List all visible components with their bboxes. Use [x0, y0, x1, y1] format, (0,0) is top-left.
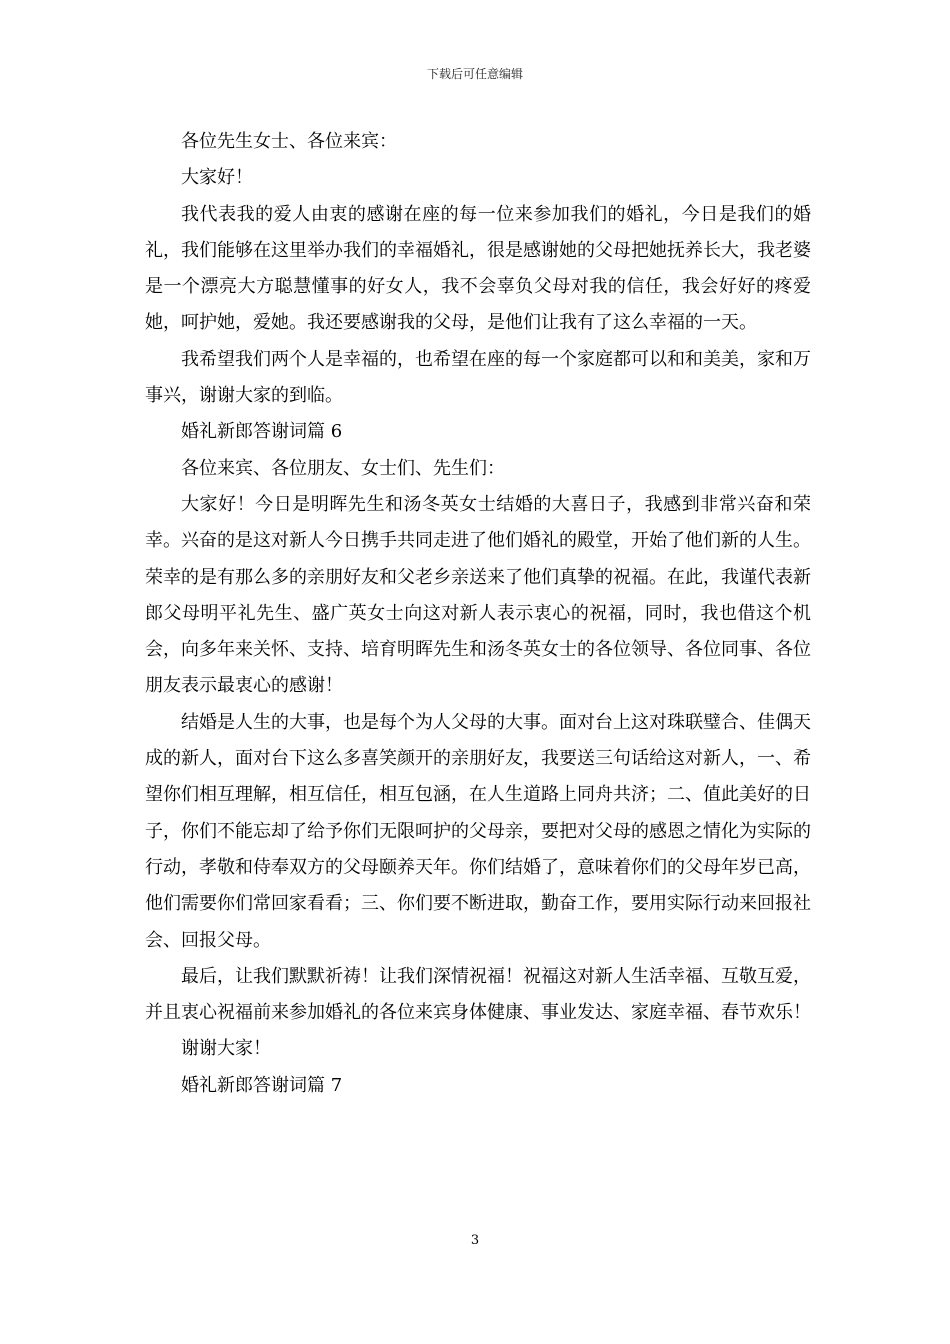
greeting: 大家好！: [181, 167, 253, 189]
body-paragraph: 结婚是人生的大事，也是每个为人父母的大事。面对台上这对珠联璧合、佳偶天成的新人，面对台下这么多喜笑颜开的亲朋好友，我要送三句话给这对新人，一、希望你们相互理解，相互信任，相互包涵，在人生道路上同舟共济；二、值此美好的日子，你们不能忘却了给予你们无限呵护的父母亲，要把对父母的感恩之情化为实际的行动，孝敬和侍奉双方的父母颐养天年。你们结婚了，意味着你们的父母年岁已高，他们需要你们常回家看看；三、你们要不断进取，勤奋工作，要用实际行动来回报社会、回报父母。: [145, 711, 811, 951]
page-number: 3: [470, 1233, 480, 1248]
body-paragraph: 我代表我的爱人由衷的感谢在座的每一位来参加我们的婚礼，今日是我们的婚礼，我们能够在这里举办我们的幸福婚礼，很是感谢她的父母把她抚养长大，我老婆是一个漂亮大方聪慧懂事的好女人，我不会辜负父母对我的信任，我会好好的疼爱她，呵护她，爱她。我还要感谢我的父母，是他们让我有了这么幸福的一天。: [145, 203, 811, 334]
section-heading: 婚礼新郎答谢词篇 7: [181, 1074, 343, 1096]
salutation: 各位来宾、各位朋友、女士们、先生们：: [181, 457, 505, 479]
body-paragraph: 最后，让我们默默祈祷！让我们深情祝福！祝福这对新人生活幸福、互敬互爱，并且衷心祝福前来参加婚礼的各位来宾身体健康、事业发达、家庭幸福、春节欢乐！: [145, 965, 811, 1024]
section-heading: 婚礼新郎答谢词篇 6: [181, 421, 343, 443]
closing: 谢谢大家！: [181, 1038, 271, 1060]
body-paragraph: 我希望我们两个人是幸福的，也希望在座的每一个家庭都可以和和美美，家和万事兴，谢谢大家的到临。: [145, 348, 811, 407]
page-header: 下载后可任意编辑: [426, 67, 523, 81]
salutation: 各位先生女士、各位来宾：: [181, 131, 397, 152]
body-paragraph: 大家好！今日是明晖先生和汤冬英女士结婚的大喜日子，我感到非常兴奋和荣幸。兴奋的是这对新人今日携手共同走进了他们婚礼的殿堂，开始了他们新的人生。荣幸的是有那么多的亲朋好友和父老乡亲送来了他们真挚的祝福。在此，我谨代表新郎父母明平礼先生、盛广英女士向这对新人表示衷心的祝福，同时，我也借这个机会，向多年来关怀、支持、培育明晖先生和汤冬英女士的各位领导、各位同事、各位朋友表示最衷心的感谢！: [145, 493, 811, 697]
document-body: [145, 124, 811, 1104]
